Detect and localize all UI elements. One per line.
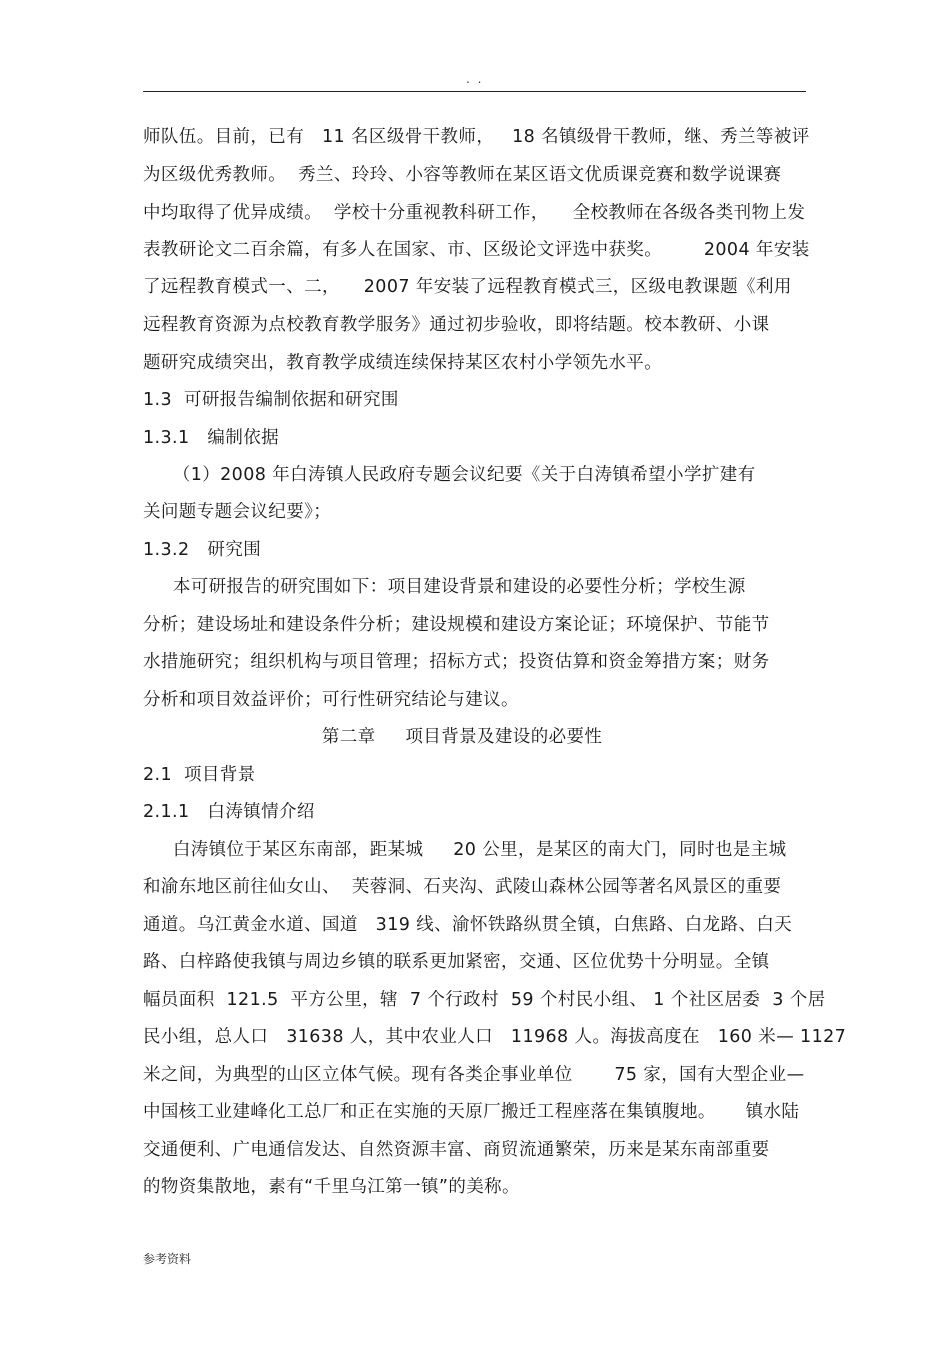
text-line: 关问题专题会议纪要》； [143,502,332,522]
text-line: 本可研报告的研究围如下：项目建设背景和建设的必要性分析；学校生源 [143,577,746,597]
text-line: 米之间，为典型的山区立体气候。现有各类企事业单位 75 家，国有大型企业— [143,1065,805,1085]
text-line: 1.3.1 编制依据 [143,428,280,448]
text-line: 的物资集散地，素有“千里乌江第一镇”的美称。 [143,1177,520,1197]
text-line: 分析和项目效益评价；可行性研究结论与建议。 [143,690,519,710]
text-line: 远程教育资源为点校教育教学服务》通过初步验收，即将结题。校本教研、小课 [143,315,770,335]
text-line: 了远程教育模式一、二， 2007 年安装了远程教育模式三，区级电教课题《利用 [143,277,792,297]
text-line: 师队伍。目前，已有 11 名区级骨干教师， 18 名镇级骨干教师，继、秀兰等被评 [143,127,810,147]
text-line: 中均取得了优异成绩。 学校十分重视教科研工作， 全校教师在各级各类刊物上发 [143,203,806,223]
text-line: 2.1 项目背景 [143,765,256,785]
header-dots: . . [466,72,484,86]
header-rule [143,91,806,92]
text-line: 分析；建设场址和建设条件分析；建设规模和建设方案论证；环境保护、节能节 [143,615,770,635]
text-line: 幅员面积 121.5 平方公里，辖 7 个行政村 59 个村民小组、 1 个社区居委 3 个居 [143,990,826,1010]
text-line: 为区级优秀教师。 秀兰、玲玲、小容等教师在某区语文优质课竞赛和数学说课赛 [143,165,782,185]
text-line: 民小组，总人口 31638 人，其中农业人口 11968 人。海拔高度在 160 米— 1127 [143,1027,847,1047]
text-line: 路、白梓路使我镇与周边乡镇的联系更加紧密，交通、区位优势十分明显。全镇 [143,952,770,972]
footer-label: 参考资料 [143,1252,192,1266]
text-line: 交通便利、广电通信发达、自然资源丰富、商贸流通繁荣，历来是某东南部重要 [143,1140,770,1160]
text-line: 表教研论文二百余篇，有多人在国家、市、区级论文评选中获奖。 2004 年安装 [143,240,810,260]
text-line: 1.3.2 研究围 [143,540,262,560]
text-line: 水措施研究；组织机构与项目管理；招标方式；投资估算和资金筹措方案；财务 [143,652,770,672]
text-line: 题研究成绩突出，教育教学成绩连续保持某区农村小学领先水平。 [143,353,663,373]
text-line: 1.3 可研报告编制依据和研究围 [143,390,399,410]
text-line: 和渝东地区前往仙女山、 芙蓉洞、石夹沟、武陵山森林公园等著名风景区的重要 [143,877,782,897]
text-line: （1）2008 年白涛镇人民政府专题会议纪要《关于白涛镇希望小学扩建有 [143,465,756,485]
text-line: 白涛镇位于某区东南部，距某城 20 公里，是某区的南大门，同时也是主城 [143,840,787,860]
text-line: 通道。乌江黄金水道、国道 319 线、渝怀铁路纵贯全镇，白焦路、白龙路、白天 [143,915,793,935]
text-line: 第二章 项目背景及建设的必要性 [143,727,603,747]
text-line: 2.1.1 白涛镇情介绍 [143,802,315,822]
text-line: 中国核工业建峰化工总厂和正在实施的天原厂搬迁工程座落在集镇腹地。 镇水陆 [143,1102,800,1122]
